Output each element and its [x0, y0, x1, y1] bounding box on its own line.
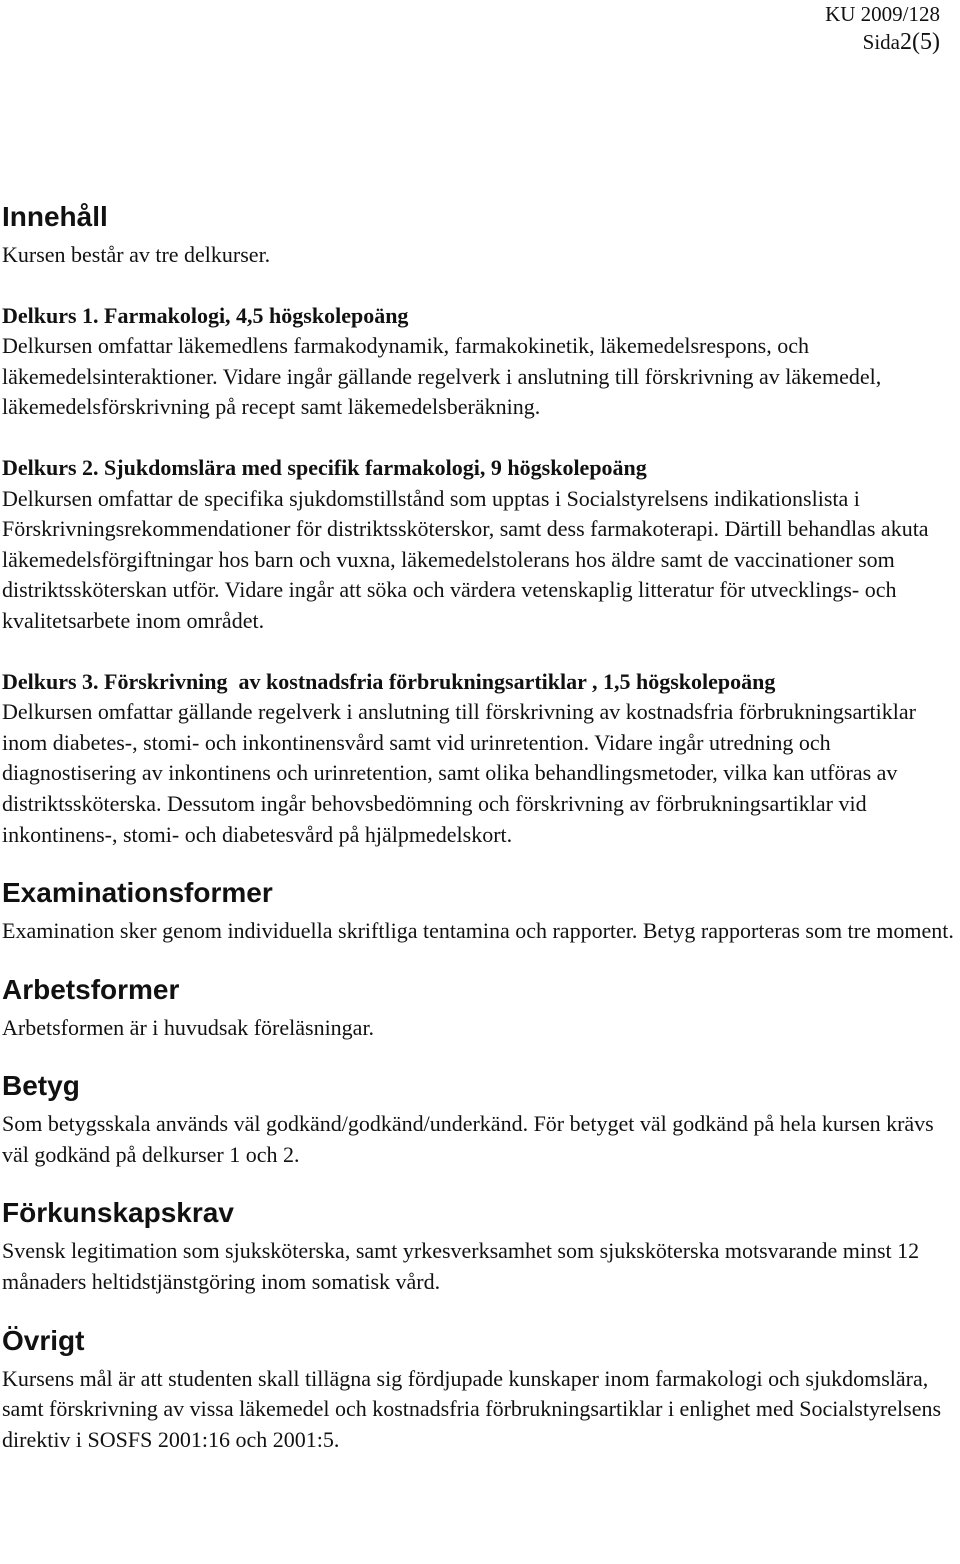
- section-forkunskapskrav: [2, 1196, 958, 1297]
- section-heading-forkunskapskrav: Förkunskapskrav: [2, 1197, 234, 1229]
- section-innehall: [2, 200, 958, 850]
- document-reference: KU 2009/128: [825, 2, 940, 26]
- delkurs-2-title: Delkurs 2. Sjukdomslära med specifik farmakologi, 9 högskolepoäng: [2, 454, 647, 480]
- section-examinationsformer: [2, 876, 958, 947]
- forkunskapskrav-text: Svensk legitimation som sjuksköterska, samt yrkesverksamhet som sjuksköterska motsvarande minst 12 månaders heltidstjänstgöring inom somatisk vård.: [2, 1238, 920, 1295]
- delkurs-3-title: Delkurs 3. Förskrivning av kostnadsfria förbrukningsartiklar , 1,5 högskolepoäng: [2, 668, 776, 694]
- section-arbetsformer: [2, 973, 958, 1044]
- section-heading-innehall: Innehåll: [2, 201, 108, 232]
- page-label: Sida: [862, 30, 901, 54]
- delkurs-3: [2, 667, 958, 851]
- betyg-text: Som betygsskala används väl godkänd/godkänd/underkänd. För betyget väl godkänd på hela kursen krävs väl godkänd på delkurser 1 och 2.: [2, 1111, 934, 1167]
- page-indicator: [825, 28, 940, 56]
- arbetsformer-text: Arbetsformen är i huvudsak föreläsningar.: [2, 1014, 375, 1040]
- section-heading-examinationsformer: Examinationsformer: [2, 877, 273, 909]
- delkurs-2-text: Delkursen omfattar de specifika sjukdomstillstånd som upptas i Socialstyrelsens indikationslista i Förskrivningsrekommendationer för distriktssköterskor, samt dess farmakoterapi. Därtill behandlas akuta läkemedelsförgiftningar hos barn och vuxna, läkemedelstolerans hos äldre samt de vaccinationer som distriktssköterskan utför. Vidare ingår att söka och värdera vetenskaplig litteratur för utvecklings- och kvalitetsarbete inom området.: [2, 485, 929, 633]
- section-ovrigt: [2, 1324, 958, 1456]
- section-betyg: [2, 1069, 958, 1170]
- examinationsformer-text: Examination sker genom individuella skriftliga tentamina och rapporter. Betyg rapporteras som tre moment.: [2, 918, 954, 944]
- section-heading-ovrigt: Övrigt: [2, 1324, 85, 1356]
- delkurs-3-text: Delkursen omfattar gällande regelverk i anslutning till förskrivning av kostnadsfria förbrukningsartiklar inom diabetes-, stomi- och inkontinensvård samt vid urinretention. Vidare ingår utredning och diagnostisering av inkontinens och urinretention, samt olika behandlingsmetoder, vilka kan utföras av distriktssköterska. Dessutom ingår behovsbedömning och förskrivning av förbrukningsartiklar vid inkontinens-, stomi- och diabetesvård på hjälpmedelskort.: [2, 699, 916, 847]
- ovrigt-text: Kursens mål är att studenten skall tillägna sig fördjupade kunskaper inom farmakologi och sjukdomslära, samt förskrivning av vissa läkemedel och kostnadsfria förbrukningsartiklar i enlighet med Socialstyrelsens direktiv i SOSFS 2001:16 och 2001:5.: [2, 1365, 942, 1452]
- page-header: [825, 0, 940, 56]
- delkurs-1-title: Delkurs 1. Farmakologi, 4,5 högskolepoäng: [2, 302, 409, 328]
- innehall-intro: Kursen består av tre delkurser.: [2, 242, 271, 267]
- page-number: 2(5): [900, 29, 940, 55]
- document-body: [2, 200, 958, 1455]
- delkurs-1-text: Delkursen omfattar läkemedlens farmakodynamik, farmakokinetik, läkemedelsrespons, och läkemedelsinteraktioner. Vidare ingår gällande regelverk i anslutning till förskrivning av läkemedel, läkemedelsförskrivning på recept samt läkemedelsberäkning.: [2, 333, 882, 420]
- section-heading-arbetsformer: Arbetsformer: [2, 973, 180, 1005]
- delkurs-1: [2, 301, 958, 423]
- section-heading-betyg: Betyg: [2, 1070, 80, 1102]
- delkurs-2: [2, 453, 958, 637]
